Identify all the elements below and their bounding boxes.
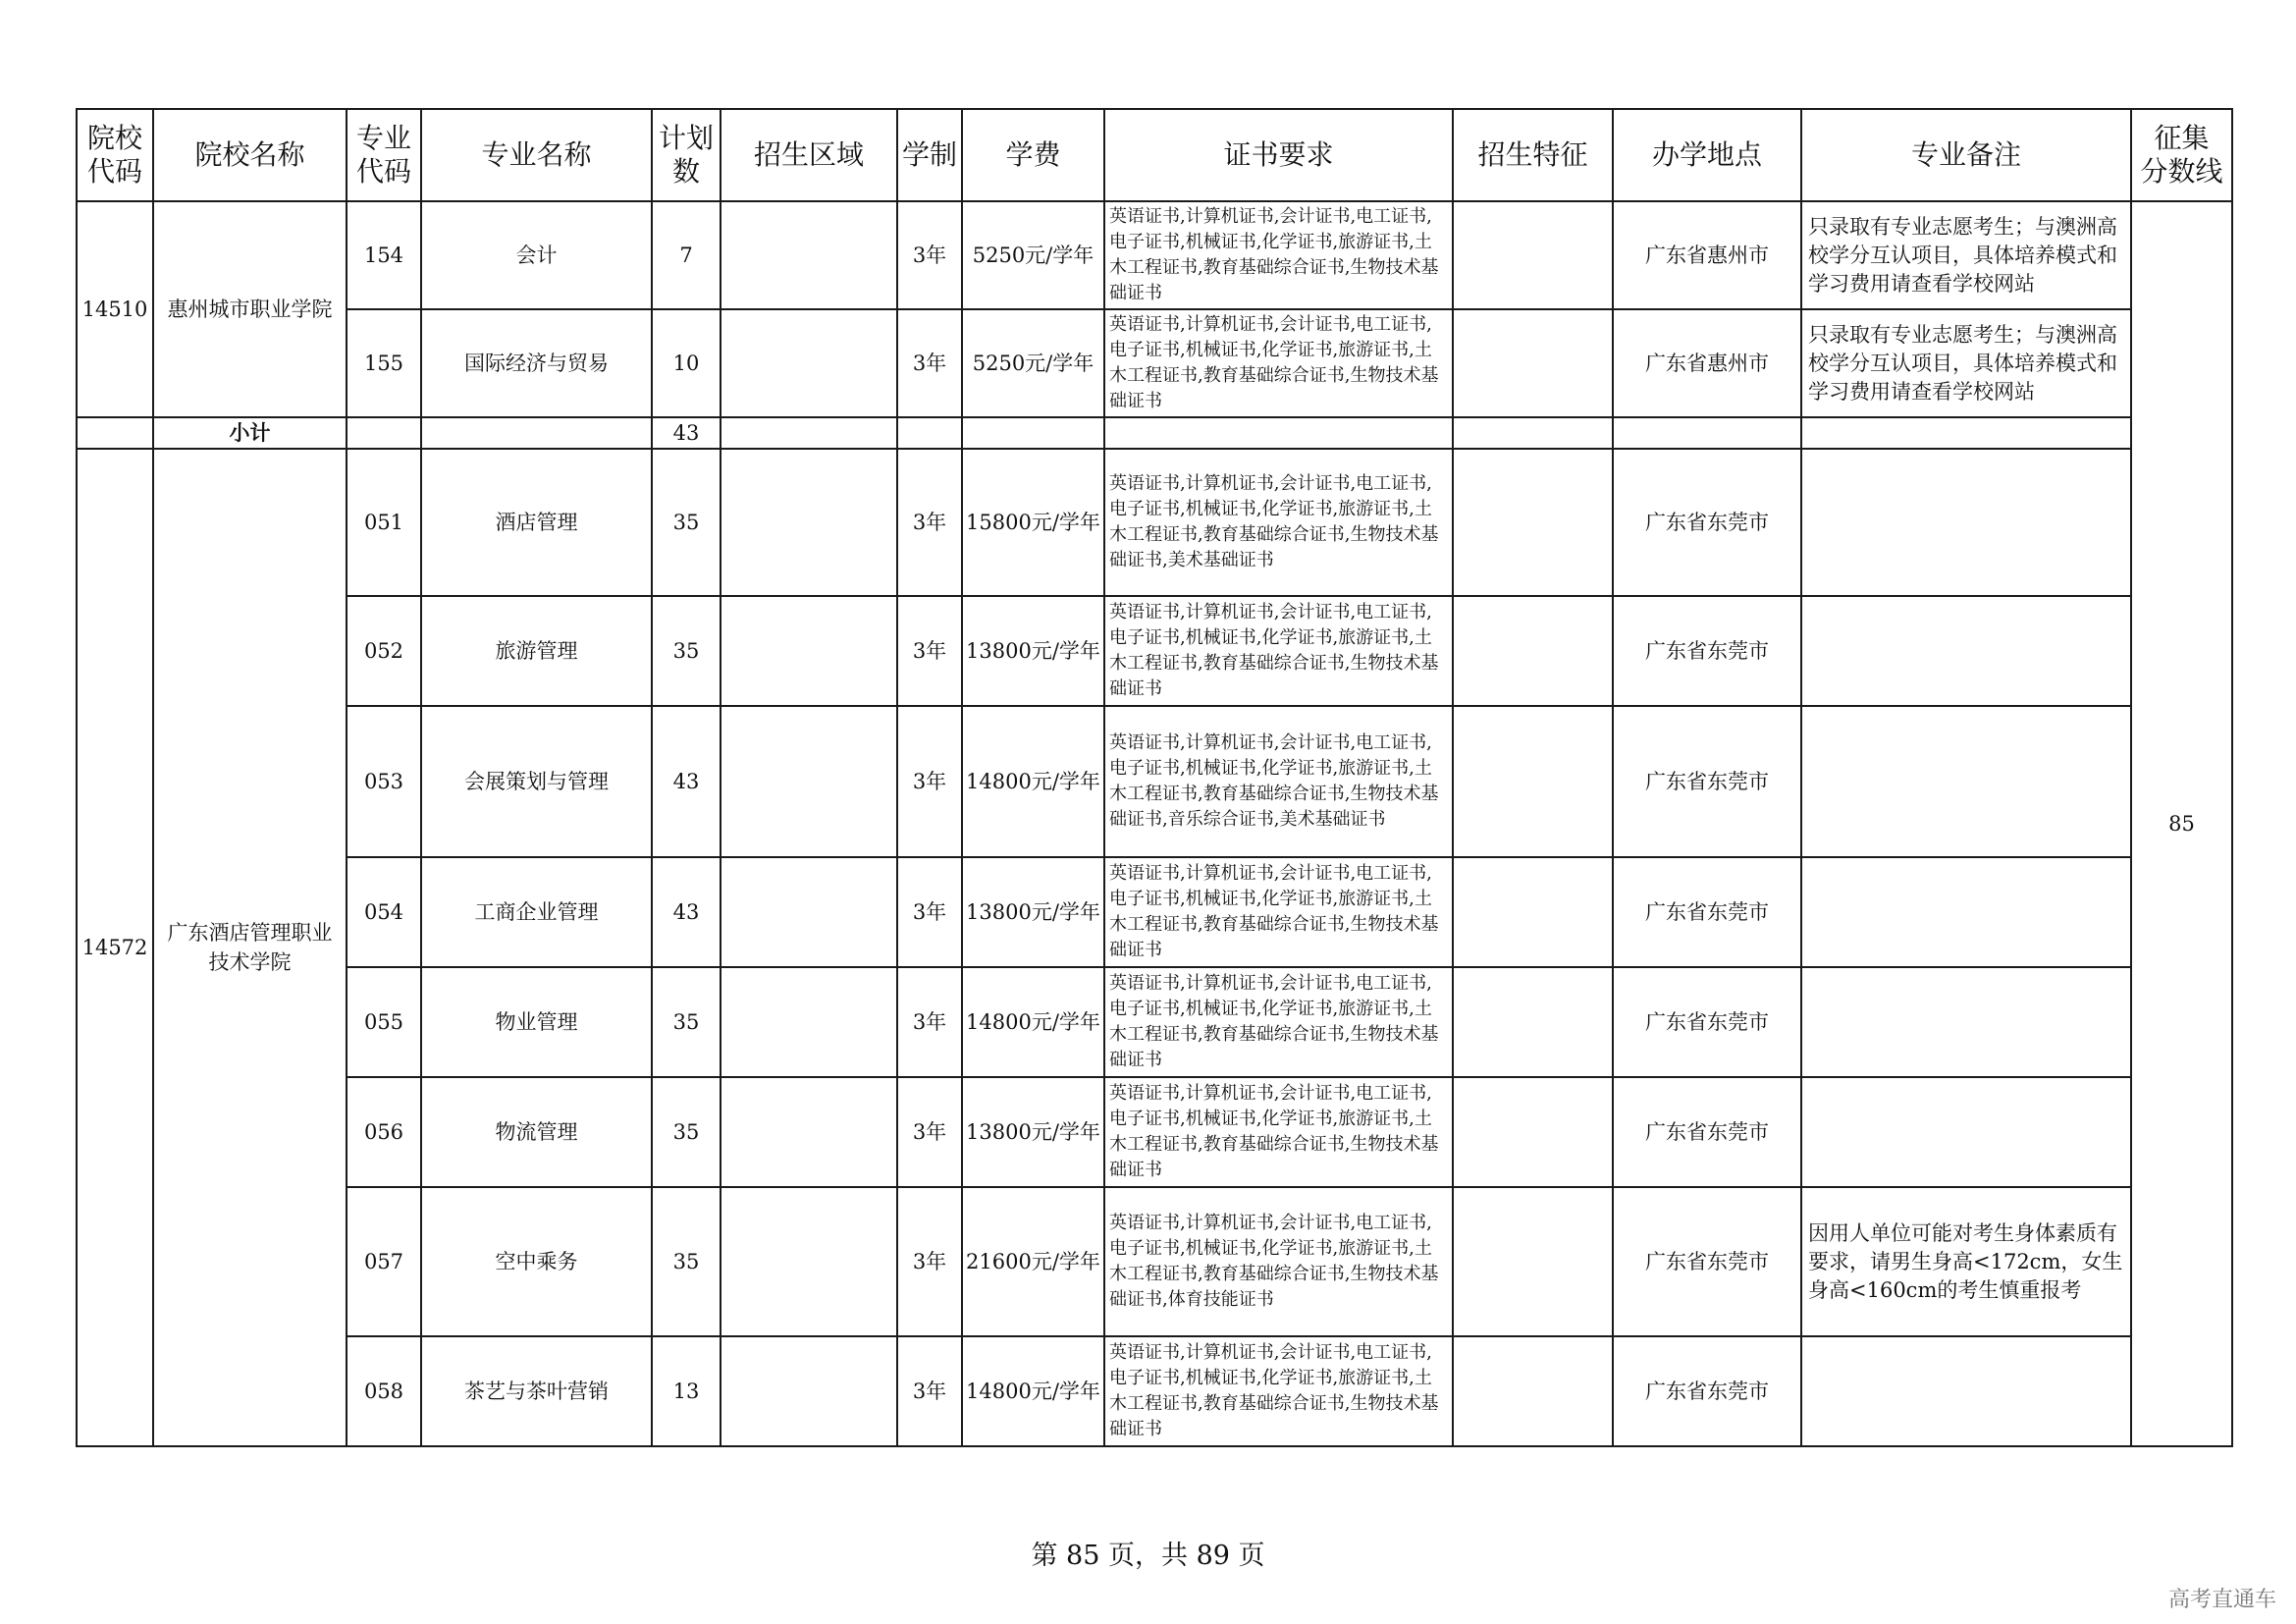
region-cell	[721, 596, 897, 706]
location-cell: 广东省东莞市	[1613, 596, 1801, 706]
plan-count: 7	[652, 201, 721, 309]
fee-cell: 13800元/学年	[962, 857, 1104, 967]
subtotal-blank	[77, 417, 153, 449]
header-region: 招生区域	[721, 109, 897, 201]
fee-cell: 13800元/学年	[962, 596, 1104, 706]
length-cell: 3年	[897, 596, 962, 706]
header-length: 学制	[897, 109, 962, 201]
header-major-code: 专业 代码	[347, 109, 421, 201]
fee-cell: 14800元/学年	[962, 967, 1104, 1077]
remark-cell	[1801, 706, 2131, 857]
feature-cell	[1453, 1077, 1613, 1187]
plan-count: 35	[652, 1077, 721, 1187]
major-name: 国际经济与贸易	[421, 309, 652, 417]
location-cell: 广东省惠州市	[1613, 201, 1801, 309]
fee-cell: 13800元/学年	[962, 1077, 1104, 1187]
location-cell: 广东省东莞市	[1613, 1077, 1801, 1187]
fee-cell: 5250元/学年	[962, 309, 1104, 417]
watermark-text: 高考直通车	[2167, 1588, 2276, 1612]
remark-cell	[1801, 967, 2131, 1077]
plan-count: 13	[652, 1336, 721, 1446]
fee-cell: 14800元/学年	[962, 1336, 1104, 1446]
region-cell	[721, 967, 897, 1077]
remark-cell: 只录取有专业志愿考生；与澳洲高校学分互认项目，具体培养模式和学习费用请查看学校网站	[1801, 309, 2131, 417]
header-score: 征集 分数线	[2131, 109, 2232, 201]
feature-cell	[1453, 1187, 1613, 1336]
location-cell: 广东省东莞市	[1613, 706, 1801, 857]
length-cell: 3年	[897, 967, 962, 1077]
fee-cell: 21600元/学年	[962, 1187, 1104, 1336]
length-cell: 3年	[897, 1077, 962, 1187]
cert-cell: 英语证书,计算机证书,会计证书,电工证书,电子证书,机械证书,化学证书,旅游证书,土木工程证书,教育基础综合证书,生物技术基础证书	[1104, 201, 1453, 309]
length-cell: 3年	[897, 706, 962, 857]
plan-count: 10	[652, 309, 721, 417]
plan-count: 35	[652, 596, 721, 706]
table-row	[77, 201, 2232, 309]
length-cell: 3年	[897, 1187, 962, 1336]
fee-cell: 14800元/学年	[962, 706, 1104, 857]
table-row	[77, 309, 2232, 417]
subtotal-blank	[1453, 417, 1613, 449]
subtotal-blank	[1104, 417, 1453, 449]
remark-cell	[1801, 1077, 2131, 1187]
feature-cell	[1453, 857, 1613, 967]
subtotal-blank	[721, 417, 897, 449]
cert-cell: 英语证书,计算机证书,会计证书,电工证书,电子证书,机械证书,化学证书,旅游证书,土木工程证书,教育基础综合证书,生物技术基础证书,体育技能证书	[1104, 1187, 1453, 1336]
major-name: 物业管理	[421, 967, 652, 1077]
fee-cell: 5250元/学年	[962, 201, 1104, 309]
remark-cell	[1801, 449, 2131, 596]
location-cell: 广东省东莞市	[1613, 449, 1801, 596]
feature-cell	[1453, 449, 1613, 596]
cert-cell: 英语证书,计算机证书,会计证书,电工证书,电子证书,机械证书,化学证书,旅游证书,土木工程证书,教育基础综合证书,生物技术基础证书	[1104, 857, 1453, 967]
length-cell: 3年	[897, 309, 962, 417]
plan-count: 35	[652, 1187, 721, 1336]
major-code: 057	[347, 1187, 421, 1336]
length-cell: 3年	[897, 449, 962, 596]
cert-cell: 英语证书,计算机证书,会计证书,电工证书,电子证书,机械证书,化学证书,旅游证书,土木工程证书,教育基础综合证书,生物技术基础证书,音乐综合证书,美术基础证书	[1104, 706, 1453, 857]
major-code: 154	[347, 201, 421, 309]
school-name: 广东酒店管理职业技术学院	[153, 449, 347, 1446]
header-location: 办学地点	[1613, 109, 1801, 201]
header-remark: 专业备注	[1801, 109, 2131, 201]
region-cell	[721, 449, 897, 596]
header-major-name: 专业名称	[421, 109, 652, 201]
plan-count: 43	[652, 857, 721, 967]
major-code: 053	[347, 706, 421, 857]
major-name: 茶艺与茶叶营销	[421, 1336, 652, 1446]
location-cell: 广东省惠州市	[1613, 309, 1801, 417]
major-code: 051	[347, 449, 421, 596]
major-name: 工商企业管理	[421, 857, 652, 967]
major-name: 物流管理	[421, 1077, 652, 1187]
major-name: 酒店管理	[421, 449, 652, 596]
page-footer: 第 85 页，共 89 页	[1031, 1541, 1265, 1571]
region-cell	[721, 1336, 897, 1446]
header-school-code: 院校 代码	[77, 109, 153, 201]
subtotal-value: 43	[652, 417, 721, 449]
table-row	[77, 596, 2232, 706]
header-school-name: 院校名称	[153, 109, 347, 201]
table-row	[77, 1187, 2232, 1336]
major-code: 058	[347, 1336, 421, 1446]
region-cell	[721, 706, 897, 857]
remark-cell: 只录取有专业志愿考生；与澳洲高校学分互认项目，具体培养模式和学习费用请查看学校网站	[1801, 201, 2131, 309]
region-cell	[721, 1077, 897, 1187]
region-cell	[721, 1187, 897, 1336]
subtotal-row	[77, 417, 2232, 449]
cert-cell: 英语证书,计算机证书,会计证书,电工证书,电子证书,机械证书,化学证书,旅游证书,土木工程证书,教育基础综合证书,生物技术基础证书	[1104, 309, 1453, 417]
admission-plan-table	[76, 108, 2233, 1447]
feature-cell	[1453, 596, 1613, 706]
subtotal-blank	[897, 417, 962, 449]
major-name: 旅游管理	[421, 596, 652, 706]
major-name: 会展策划与管理	[421, 706, 652, 857]
subtotal-label: 小计	[153, 417, 347, 449]
major-name: 会计	[421, 201, 652, 309]
feature-cell	[1453, 706, 1613, 857]
region-cell	[721, 309, 897, 417]
cert-cell: 英语证书,计算机证书,会计证书,电工证书,电子证书,机械证书,化学证书,旅游证书,土木工程证书,教育基础综合证书,生物技术基础证书	[1104, 1336, 1453, 1446]
header-plan: 计划 数	[652, 109, 721, 201]
major-code: 052	[347, 596, 421, 706]
region-cell	[721, 857, 897, 967]
region-cell	[721, 201, 897, 309]
fee-cell: 15800元/学年	[962, 449, 1104, 596]
header-cert: 证书要求	[1104, 109, 1453, 201]
plan-count: 43	[652, 706, 721, 857]
major-code: 054	[347, 857, 421, 967]
subtotal-blank	[962, 417, 1104, 449]
feature-cell	[1453, 201, 1613, 309]
feature-cell	[1453, 967, 1613, 1077]
location-cell: 广东省东莞市	[1613, 1187, 1801, 1336]
major-code: 055	[347, 967, 421, 1077]
location-cell: 广东省东莞市	[1613, 1336, 1801, 1446]
major-code: 056	[347, 1077, 421, 1187]
table-row	[77, 967, 2232, 1077]
subtotal-blank	[421, 417, 652, 449]
header-row	[77, 109, 2232, 201]
table-row	[77, 857, 2232, 967]
header-feature: 招生特征	[1453, 109, 1613, 201]
subtotal-blank	[1613, 417, 1801, 449]
cert-cell: 英语证书,计算机证书,会计证书,电工证书,电子证书,机械证书,化学证书,旅游证书,土木工程证书,教育基础综合证书,生物技术基础证书,美术基础证书	[1104, 449, 1453, 596]
subtotal-blank	[347, 417, 421, 449]
remark-cell	[1801, 857, 2131, 967]
remark-cell	[1801, 596, 2131, 706]
school-name: 惠州城市职业学院	[153, 201, 347, 417]
length-cell: 3年	[897, 857, 962, 967]
location-cell: 广东省东莞市	[1613, 967, 1801, 1077]
feature-cell	[1453, 1336, 1613, 1446]
cert-cell: 英语证书,计算机证书,会计证书,电工证书,电子证书,机械证书,化学证书,旅游证书,土木工程证书,教育基础综合证书,生物技术基础证书	[1104, 596, 1453, 706]
plan-count: 35	[652, 449, 721, 596]
major-name: 空中乘务	[421, 1187, 652, 1336]
subtotal-blank	[1801, 417, 2131, 449]
length-cell: 3年	[897, 201, 962, 309]
cert-cell: 英语证书,计算机证书,会计证书,电工证书,电子证书,机械证书,化学证书,旅游证书,土木工程证书,教育基础综合证书,生物技术基础证书	[1104, 1077, 1453, 1187]
header-fee: 学费	[962, 109, 1104, 201]
cert-cell: 英语证书,计算机证书,会计证书,电工证书,电子证书,机械证书,化学证书,旅游证书,土木工程证书,教育基础综合证书,生物技术基础证书	[1104, 967, 1453, 1077]
feature-cell	[1453, 309, 1613, 417]
location-cell: 广东省东莞市	[1613, 857, 1801, 967]
plan-count: 35	[652, 967, 721, 1077]
school-code: 14572	[77, 449, 153, 1446]
score-cell: 85	[2131, 201, 2232, 1446]
remark-cell: 因用人单位可能对考生身体素质有要求，请男生身高<172cm，女生身高<160cm的考生慎重报考	[1801, 1187, 2131, 1336]
length-cell: 3年	[897, 1336, 962, 1446]
major-code: 155	[347, 309, 421, 417]
table-row	[77, 706, 2232, 857]
table-row	[77, 1077, 2232, 1187]
table-row	[77, 1336, 2232, 1446]
school-code: 14510	[77, 201, 153, 417]
table-row	[77, 449, 2232, 596]
remark-cell	[1801, 1336, 2131, 1446]
